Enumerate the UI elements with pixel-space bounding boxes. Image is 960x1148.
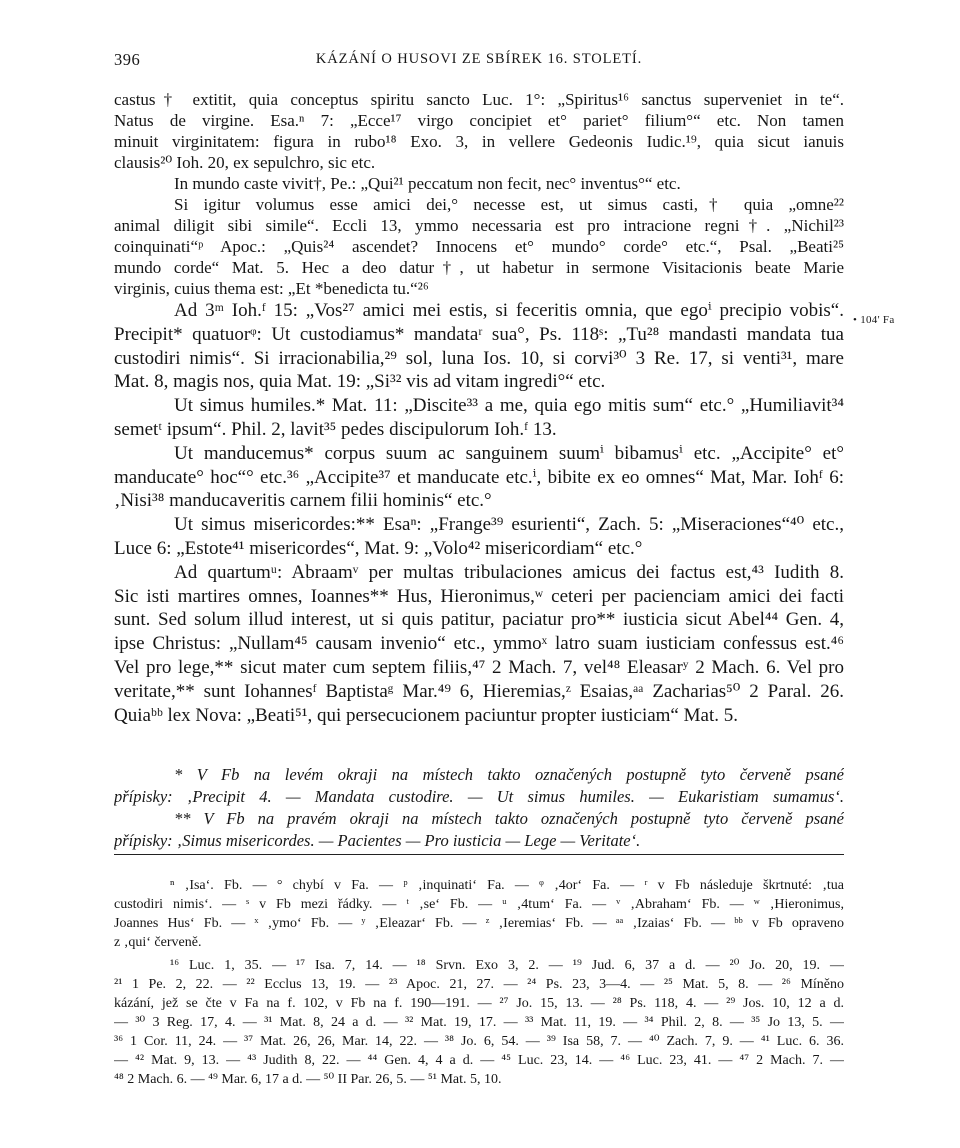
text-line: castus† extitit, quia conceptus spiritu sancto Luc. 1°: „Spiritus¹⁶ sanctus superveniet in te“.: [114, 90, 844, 109]
text-line: Ut simus humiles.* Mat. 11: „Discite³³ a me, quia ego mitis sum“ etc.° „Humiliavit³⁴: [174, 395, 844, 417]
text-line: clausis²⁰ Ioh. 20, ex sepulchro, sic etc.: [114, 153, 376, 172]
critical-apparatus: [114, 876, 844, 1089]
apparatus-line: z ‚qui‘ červeně.: [114, 935, 202, 950]
text-line: Luce 6: „Estote⁴¹ misericordes“, Mat. 9: „Volo⁴² misericordiam“ etc.°: [114, 537, 643, 559]
apparatus-line: custodiri nimis‘. — ˢ v Fb mezi řádky. — ᵗ ‚se‘ Fb. — ᵘ ‚4tum‘ Fa. — ᵛ ‚Abraham‘ Fb. — ʷ ‚Hieronimus,: [114, 897, 844, 912]
apparatus-line: kázání, jež se čte v Fa na f. 102, v Fb na f. 190—191. — ²⁷ Jo. 15, 13. — ²⁸ Ps. 118, 4. — ²⁹ Jos. 10, 12 a d.: [114, 996, 844, 1011]
text-line: veritate,** sunt Iohannesᶠ Baptistaᵍ Mar.⁴⁹ 6, Hieremias,ᶻ Esaias,ᵃᵃ Zacharias⁵⁰ 2 Paral. 26.: [114, 680, 844, 702]
text-line: Mat. 8, magis nos, quia Mat. 19: „Si³² vis ad vitam ingredi°“ etc.: [114, 371, 606, 393]
text-line: mundo corde“ Mat. 5. Hec a deo datur†, ut habetur in sermone Visitacionis beate Marie: [114, 258, 844, 277]
text-line: Natus de virgine. Esa.ⁿ 7: „Ecce¹⁷ virgo concipiet et° pariet° filium°“ etc. Non tamen: [114, 111, 844, 130]
text-line: animal diligit sibi simile“. Eccli 13, ymmo necessaria est pro intracione regni†. „Nichil²³: [114, 216, 844, 235]
text-line: In mundo caste vivit†, Pe.: „Qui²¹ peccatum non fecit, nec° inventus°“ etc.: [174, 174, 681, 193]
text-line: custodiri nimis“. Si irracionabilia,²⁹ sol, luna Ios. 10, si corvi³⁰ 3 Re. 17, si venti³¹, mare: [114, 347, 844, 369]
text-line: Quiaᵇᵇ lex Nova: „Beati⁵¹, qui persecucionem paciuntur propter iusticiam“ Mat. 5.: [114, 704, 738, 726]
running-title: KÁZÁNÍ O HUSOVI ZE SBÍREK 16. STOLETÍ.: [315, 51, 643, 67]
page-number: 396: [114, 50, 141, 69]
text-line: Sic isti martires omnes, Ioannes** Hus, Hieronimus,ʷ ceteri per pacienciam amici dei facti: [114, 585, 844, 607]
main-text: [114, 89, 844, 727]
footnote-rule: [114, 854, 844, 855]
apparatus-line: Joannes Hus‘ Fb. — ˣ ‚ymo‘ Fb. — ʸ ‚Eleazar‘ Fb. — ᶻ ‚Ieremias‘ Fb. — ᵃᵃ ‚Izaias‘ Fb. — ᵇᵇ v Fb opraveno: [114, 916, 844, 931]
text-line: coinquinati“ᵖ Apoc.: „Quis²⁴ ascendet? Innocens et° mundo° corde° etc.“, Psal. „Beati²⁵: [114, 237, 844, 256]
text-line: Precipit* quatuorᵠ: Ut custodiamus* mandataʳ sua°, Ps. 118ˢ: „Tu²⁸ mandasti mandata tua: [114, 323, 844, 345]
text-line: Ad quartumᵘ: Abraamᵛ per multas tribulaciones amicus dei factus est,⁴³ Iudith 8.: [174, 561, 844, 583]
apparatus-line: ²¹ 1 Pe. 2, 22. — ²² Ecclus 13, 19. — ²³ Apoc. 21, 27. — ²⁴ Ps. 23, 3—4. — ²⁵ Mat. 5, 8. — ²⁶ Míněno: [114, 977, 844, 992]
text-line: Vel pro lege,** sicut mater cum septem filiis,⁴⁷ 2 Mach. 7, vel⁴⁸ Eleasarʸ 2 Mach. 6. Vel pro: [114, 656, 844, 678]
margin-folio-note: • 104' Fa: [853, 314, 895, 326]
text-line: semetᵗ ipsum“. Phil. 2, lavit³⁵ pedes discipulorum Ioh.ᶠ 13.: [114, 418, 557, 440]
text-line: Ut manducemus* corpus suum ac sanguinem suumⁱ bibamusⁱ etc. „Accipite° et°: [174, 442, 844, 464]
text-line: ‚Nisi³⁸ manducaveritis carnem filii hominis“ etc.°: [114, 490, 492, 512]
page-header: [114, 50, 844, 76]
note-line: * V Fb na levém okraji na místech takto označených postupně tyto červeně psané: [174, 765, 844, 784]
apparatus-line: ⁴⁸ 2 Mach. 6. — ⁴⁹ Mar. 6, 17 a d. — ⁵⁰ II Par. 26, 5. — ⁵¹ Mat. 5, 10.: [114, 1072, 502, 1087]
text-line: minuit virginitatem: figura in rubo¹⁸ Exo. 3, in vellere Gedeonis Iudic.¹⁹, quia sicut ianuis: [114, 132, 844, 151]
note-line: ** V Fb na pravém okraji na místech takto označených postupně tyto červeně psané: [174, 809, 844, 828]
note-line: přípisky: ‚Simus misericordes. — Pacientes — Pro iusticia — Lege — Veritate‘.: [114, 831, 641, 850]
text-line: ipse Christus: „Nullam⁴⁵ causam invenio“ etc., ymmoˣ latro suam iusticiam confessus est.⁴⁶: [114, 633, 844, 655]
text-line: manducate° hoc“° etc.³⁶ „Accipite³⁷ et manducate etc.ⁱ, bibite ex eo omnes“ Mat, Mar. Iohᶠ 6:: [114, 466, 844, 488]
text-line: Si igitur volumus esse amici dei,° necesse est, ut simus casti,† quia „omne²²: [174, 195, 844, 214]
note-line: přípisky: ‚Precipit 4. — Mandata custodire. — Ut simus humiles. — Eukaristiam sumamus‘.: [114, 787, 844, 806]
apparatus-line: — ³⁰ 3 Reg. 17, 4. — ³¹ Mat. 8, 24 a d. — ³² Mat. 19, 17. — ³³ Mat. 11, 19. — ³⁴ Phil. 2, 8. — ³⁵ Jo 13, 5. —: [114, 1015, 844, 1030]
editorial-notes: [114, 764, 844, 852]
apparatus-line: ⁿ ‚Isa‘. Fb. — ° chybí v Fa. — ᵖ ‚inquinati‘ Fa. — ᵠ ‚4or‘ Fa. — ʳ v Fb následuje škrtnuté: ‚tua: [170, 878, 844, 893]
apparatus-line: ¹⁶ Luc. 1, 35. — ¹⁷ Isa. 7, 14. — ¹⁸ Srvn. Exo 3, 2. — ¹⁹ Jud. 6, 37 a d. — ²⁰ Jo. 20, 19. —: [170, 958, 844, 973]
apparatus-line: ³⁶ 1 Cor. 11, 24. — ³⁷ Mat. 26, 26, Mar. 14, 22. — ³⁸ Jo. 6, 54. — ³⁹ Isa 58, 7. — ⁴⁰ Zach. 7, 9. — ⁴¹ Luc. 6. 36.: [114, 1034, 844, 1049]
text-line: sunt. Sed solum illud interest, ut si quis patitur, paciatur pro** iusticia sicut Abel⁴⁴ Gen. 4,: [114, 609, 844, 631]
text-line: Ut simus misericordes:** Esaⁿ: „Frange³⁹ esurienti“, Zach. 5: „Miseraciones“⁴⁰ etc.,: [174, 514, 844, 536]
text-line: virginis, cuius thema est: „Et *benedicta tu.“²⁶: [114, 279, 429, 298]
text-line: Ad 3ᵐ Ioh.ᶠ 15: „Vos²⁷ amici mei estis, si feceritis omnia, que egoⁱ precipio vobis“.: [174, 300, 844, 321]
apparatus-line: — ⁴² Mat. 9, 13. — ⁴³ Judith 8, 22. — ⁴⁴ Gen. 4, 4 a d. — ⁴⁵ Luc. 23, 14. — ⁴⁶ Luc. 23, 41. — ⁴⁷ 2 Mach. 7. —: [114, 1053, 844, 1068]
